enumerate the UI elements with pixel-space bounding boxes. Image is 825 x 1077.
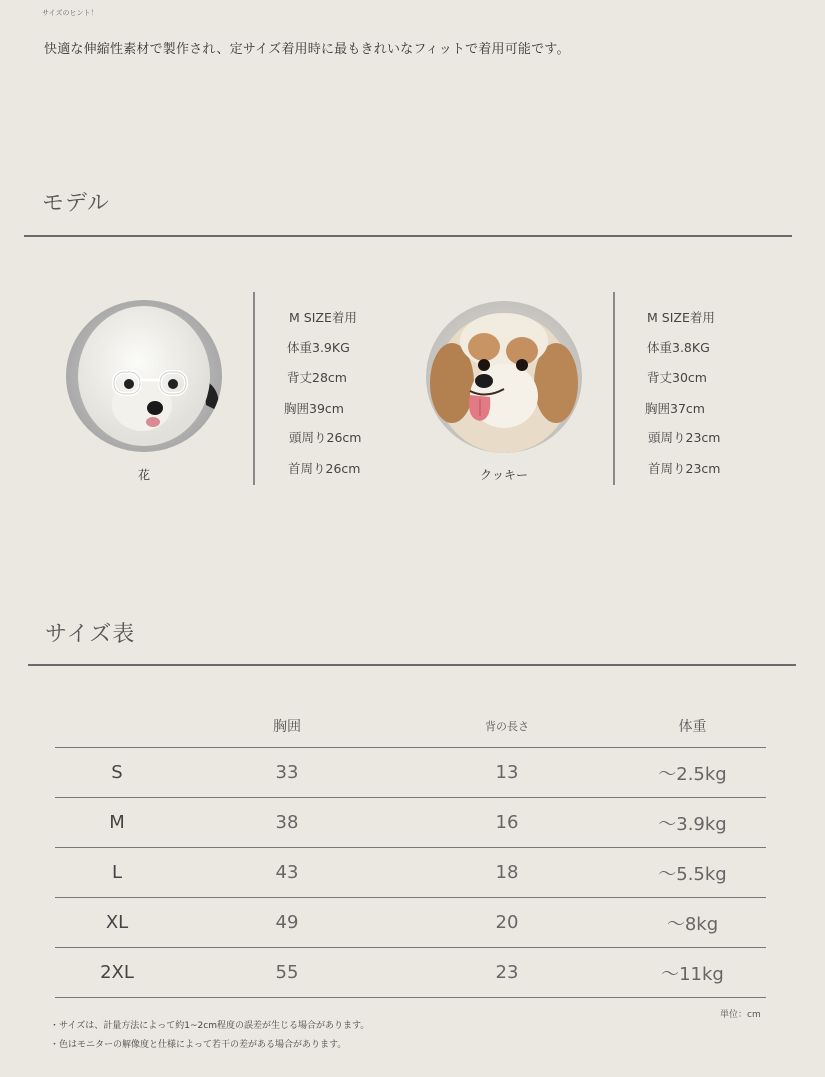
model1-spec-chest: 胸囲39cm [284, 401, 344, 416]
model-divider-1 [253, 292, 255, 485]
model1-spec-head: 頭周り26cm [289, 430, 362, 445]
note-color: ・色はモニターの解像度と仕様によって若干の差がある場合があります。 [50, 1040, 347, 1050]
size-section-title: サイズ表 [45, 622, 136, 647]
cell-weight: ～2.5kg [619, 748, 766, 798]
cell-back-length: 16 [395, 798, 619, 848]
cell-chest: 38 [179, 798, 395, 848]
model2-spec-back: 背丈30cm [647, 370, 707, 385]
cell-back-length: 13 [395, 748, 619, 798]
cell-weight: ～3.9kg [619, 798, 766, 848]
cell-weight: ～5.5kg [619, 848, 766, 898]
cell-size: XL [55, 898, 179, 948]
model1-spec-back: 背丈28cm [287, 370, 347, 385]
size-section-divider [28, 664, 796, 666]
model2-spec-chest: 胸囲37cm [645, 401, 705, 416]
model2-spec-neck: 首周り23cm [648, 461, 721, 476]
model-photo-cookie [426, 301, 582, 453]
cell-back-length: 23 [395, 948, 619, 998]
size-hint-text: 快適な伸縮性素材で製作され、定サイズ着用時に最もきれいなフィットで着用可能です。 [44, 42, 570, 57]
cell-chest: 33 [179, 748, 395, 798]
cell-weight: ～8kg [619, 898, 766, 948]
cell-chest: 43 [179, 848, 395, 898]
cell-chest: 55 [179, 948, 395, 998]
model-section-divider [24, 235, 792, 237]
header-size [55, 704, 179, 748]
cell-back-length: 18 [395, 848, 619, 898]
model1-spec-size: M SIZE着用 [289, 310, 357, 325]
model-name-hana: 花 [137, 468, 150, 482]
cell-size: 2XL [55, 948, 179, 998]
size-table-header [55, 704, 766, 748]
size-hint-heading: サイズのヒント！ [42, 9, 98, 17]
model-name-cookie: クッキー [479, 468, 528, 482]
model2-spec-head: 頭周り23cm [648, 430, 721, 445]
model-divider-2 [613, 292, 615, 485]
header-back-length: 背の長さ [395, 704, 619, 748]
cell-size: M [55, 798, 179, 848]
model1-spec-weight: 体重3.9KG [287, 340, 350, 355]
table-row [55, 948, 766, 998]
model-section-title: モデル [42, 191, 110, 216]
cell-chest: 49 [179, 898, 395, 948]
model2-spec-weight: 体重3.8KG [647, 340, 710, 355]
header-weight: 体重 [619, 704, 766, 748]
model-photo-hana [66, 300, 222, 452]
size-table [55, 704, 766, 998]
cell-size: S [55, 748, 179, 798]
model2-spec-size: M SIZE着用 [647, 310, 715, 325]
table-row [55, 898, 766, 948]
cell-size: L [55, 848, 179, 898]
note-measurement: ・サイズは、計量方法によって約1~2cm程度の誤差が生じる場合があります。 [50, 1021, 370, 1031]
header-chest: 胸囲 [179, 704, 395, 748]
table-row [55, 848, 766, 898]
cell-back-length: 20 [395, 898, 619, 948]
table-row [55, 798, 766, 848]
model1-spec-neck: 首周り26cm [288, 461, 361, 476]
unit-label: 単位：cm [720, 1010, 761, 1020]
table-row [55, 748, 766, 798]
cell-weight: ～11kg [619, 948, 766, 998]
